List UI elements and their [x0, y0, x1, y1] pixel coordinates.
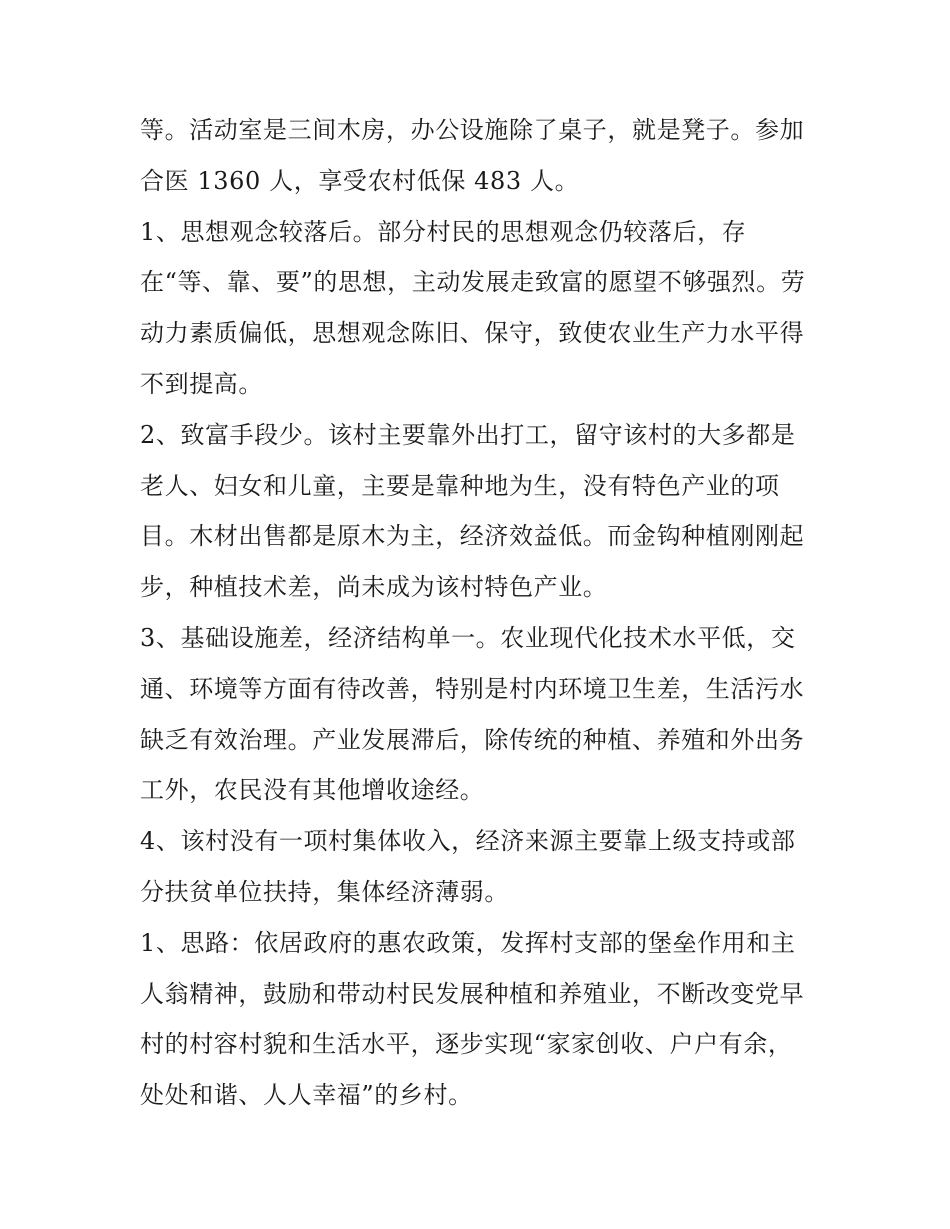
text-line: 3、基础设施差，经济结构单一。农业现代化技术水平低，交: [140, 624, 796, 652]
text-line: 4、该村没有一项村集体收入，经济来源主要靠上级支持或部: [140, 827, 796, 855]
text-line: 工外，农民没有其他增收途经。: [140, 776, 485, 804]
text-line: 村的村容村貌和生活水平，逐步实现“家家创收、户户有余，: [140, 1030, 793, 1058]
text-line: 在“等、靠、要”的思想，主动发展走致富的愿望不够强烈。劳: [140, 268, 806, 296]
text-line: 2、致富手段少。该村主要靠外出打工，留守该村的大多都是: [140, 421, 796, 449]
text-line: 1、思路：依居政府的惠农政策，发挥村支部的堡垒作用和主: [140, 929, 796, 957]
text-line: 等。活动室是三间木房，办公设施除了桌子，就是凳子。参加: [140, 116, 805, 144]
text-line: 目。木材出售都是原木为主，经济效益低。而金钩种植刚刚起: [140, 522, 805, 550]
text-line: 不到提高。: [140, 370, 263, 398]
text-line: 老人、妇女和儿童，主要是靠种地为生，没有特色产业的项: [140, 472, 780, 500]
text-line: 1、思想观念较落后。部分村民的思想观念仍较落后，存: [140, 218, 747, 246]
text-line: 合医 1360 人，享受农村低保 483 人。: [140, 167, 580, 195]
text-line: 分扶贫单位扶持，集体经济薄弱。: [140, 878, 509, 906]
text-line: 步，种植技术差，尚未成为该村特色产业。: [140, 573, 608, 601]
text-line: 动力素质偏低，思想观念陈旧、保守，致使农业生产力水平得: [140, 319, 805, 347]
text-line: 处处和谐、人人幸福”的乡村。: [140, 1081, 473, 1109]
text-line: 通、环境等方面有待改善，特别是村内环境卫生差，生活污水: [140, 675, 805, 703]
text-line: 缺乏有效治理。产业发展滞后，除传统的种植、养殖和外出务: [140, 726, 805, 754]
text-line: 人翁精神，鼓励和带动村民发展种植和养殖业，不断改变党早: [140, 980, 805, 1008]
